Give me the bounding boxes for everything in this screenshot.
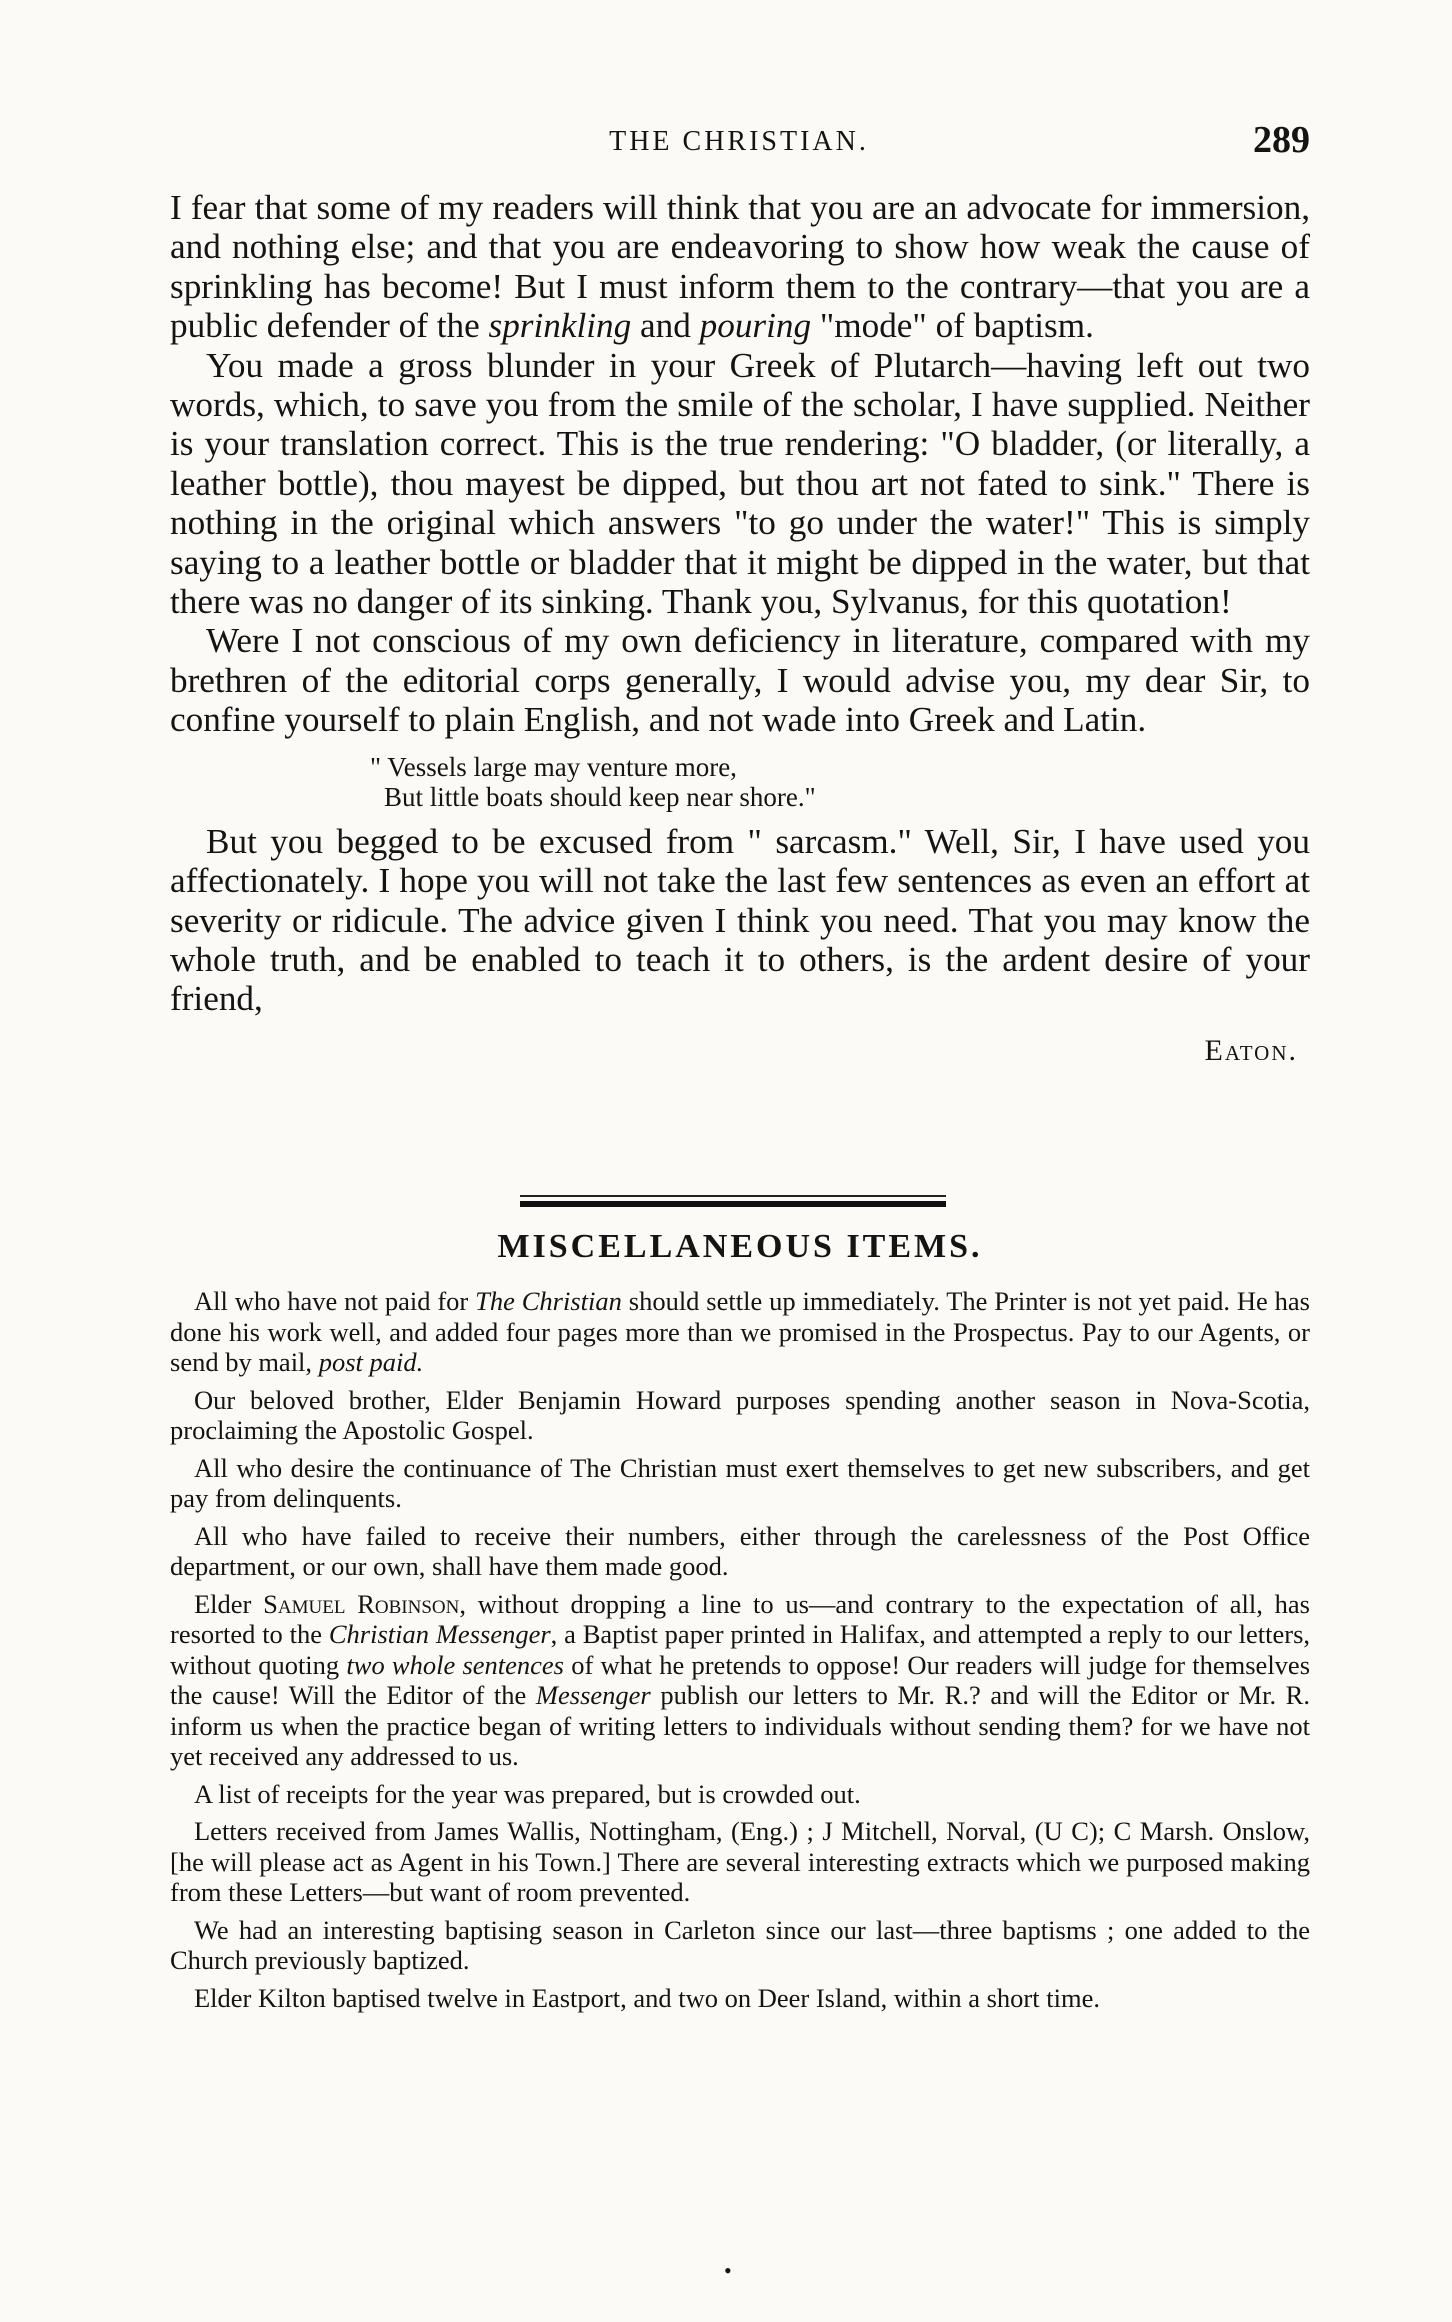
letter-paragraph: You made a gross blunder in your Greek of Plutarch—having left out two words, which, to save you from the smile of the scholar, I have supplied. Neither is your translation correct. This is the true rendering: "O bladder, (or literally, a leather bottle), thou mayest be dipped, but thou art not fated to sink." There is nothing in the original which answers "to go under the water!" This is simply saying to a leather bottle or bladder that it might be dipped in the water, but that there was no danger of its sinking. Thank you, Sylvanus, for this quotation!	[170, 345, 1310, 622]
printer-mark: •	[724, 2258, 732, 2283]
page-number: 289	[1253, 119, 1310, 161]
page-header	[168, 118, 1310, 168]
signature: Eaton.	[1204, 1033, 1298, 1067]
letter-paragraph: Were I not conscious of my own deficiency in literature, compared with my brethren of the editorial corps generally, I would advise you, my dear Sir, to confine yourself to plain English, and not wade into Greek and Latin.	[170, 621, 1310, 740]
letter-paragraph: But you begged to be excused from " sarcasm." Well, Sir, I have used you affectionately. I hope you will not take the last few sentences as even an effort at severity or ridicule. The advice given I think you need. That you may know the whole truth, and be enabled to teach it to others, is the ardent desire of your friend,	[170, 821, 1310, 1019]
verse-line: But little boats should keep near shore."	[384, 781, 816, 812]
section-divider	[520, 1195, 946, 1207]
news-item: Elder Samuel Robinson, without dropping a line to us—and contrary to the expectation of all, has resorted to the Christian Messenger, a Baptist paper printed in Halifax, and attempted a reply to our letters, without quoting two whole sentences of what he pretends to oppose! Our readers will judge for themselves the cause! Will the Editor of the Messenger publish our letters to Mr. R.? and will the Editor or Mr. R. inform us when the practice began of writing letters to individuals without sending them? for we have not yet received any addressed to us.	[170, 1588, 1311, 1771]
letter-body	[170, 188, 1310, 1070]
news-item: A list of receipts for the year was prepared, but is crowded out.	[194, 1778, 861, 1809]
news-item: All who desire the continuance of The Christian must exert themselves to get new subscribers, and get pay from delinquents.	[170, 1452, 1310, 1513]
letter-paragraph: I fear that some of my readers will think that you are an advocate for immersion, and nothing else; and that you are endeavoring to show how weak the cause of sprinkling has become! But I must inform them to the contrary—that you are a public defender of the sprinkling and pouring "mode" of baptism.	[170, 188, 1310, 346]
miscellaneous-items	[170, 1286, 1310, 2020]
news-item: All who have not paid for The Christian should settle up immediately. The Printer is not yet paid. He has done his work well, and added four pages more than we promised in the Prospectus. Pay to our Agents, or send by mail, post paid.	[170, 1286, 1310, 1377]
section-title: MISCELLANEOUS ITEMS.	[497, 1228, 983, 1265]
verse-line: " Vessels large may venture more,	[370, 751, 737, 782]
verse-quotation	[370, 752, 1310, 812]
news-item: We had an interesting baptising season in Carleton since our last—three baptisms ; one added to the Church previously baptized.	[170, 1914, 1310, 1975]
news-item: All who have failed to receive their numbers, either through the carelessness of the Post Office department, or our own, shall have them made good.	[170, 1520, 1310, 1581]
news-item: Letters received from James Wallis, Nottingham, (Eng.) ; J Mitchell, Norval, (U C); C Marsh. Onslow, [he will please act as Agent in his Town.] There are several interesting extracts which we purposed making from these Letters—but want of room prevented.	[170, 1816, 1310, 1907]
news-item: Elder Kilton baptised twelve in Eastport, and two on Deer Island, within a short time.	[194, 1982, 1100, 2013]
running-title: THE CHRISTIAN.	[609, 126, 869, 157]
news-item: Our beloved brother, Elder Benjamin Howard purposes spending another season in Nova-Scotia, proclaiming the Apostolic Gospel.	[170, 1384, 1310, 1445]
